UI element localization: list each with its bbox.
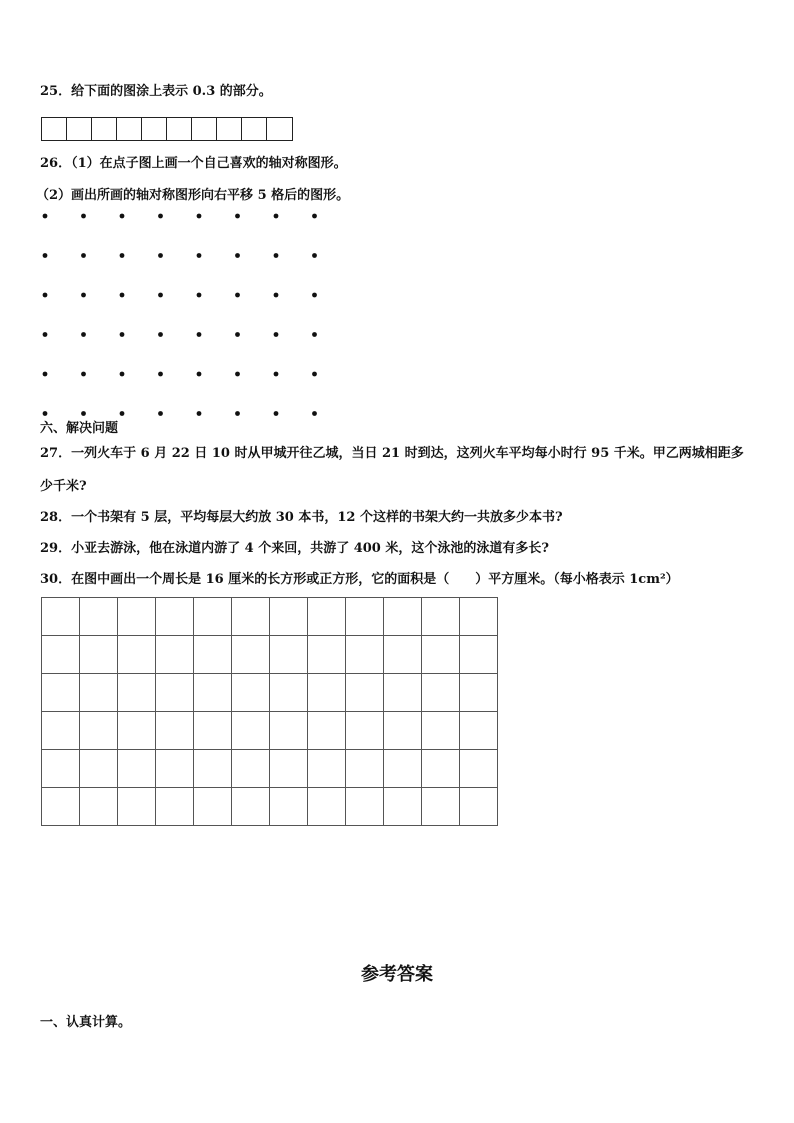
grid-square[interactable] [118, 788, 156, 826]
grid-dot[interactable] [274, 214, 279, 219]
grid-square[interactable] [384, 598, 422, 636]
grid-square[interactable] [156, 674, 194, 712]
grid-square[interactable] [118, 674, 156, 712]
grid-square[interactable] [308, 712, 346, 750]
grid-square[interactable] [422, 712, 460, 750]
grid-square[interactable] [460, 636, 498, 674]
grid-dot[interactable] [235, 293, 240, 298]
grid-dot[interactable] [81, 253, 86, 258]
grid-square[interactable] [270, 598, 308, 636]
grid-dot[interactable] [235, 372, 240, 377]
grid-square[interactable] [156, 750, 194, 788]
grid-dot[interactable] [197, 372, 202, 377]
grid-square[interactable] [232, 598, 270, 636]
question-30: 30．在图中画出一个周长是 16 厘米的长方形或正方形，它的面积是（ ）平方厘米。（每小格表示 1cm²） [40, 572, 679, 587]
grid-square[interactable] [308, 750, 346, 788]
question-26-part1: 26．（1）在点子图上画一个自己喜欢的轴对称图形。 [40, 156, 347, 171]
grid-square[interactable] [80, 788, 118, 826]
grid-square[interactable] [156, 598, 194, 636]
grid-dot[interactable] [312, 411, 317, 416]
grid-dot[interactable] [158, 253, 163, 258]
grid-dot[interactable] [274, 293, 279, 298]
question-27-line1: 27．一列火车于 6 月 22 日 10 时从甲城开往乙城，当日 21 时到达，这列火车平均每小时行 95 千米。甲乙两城相距多 [40, 446, 744, 461]
grid-dot[interactable] [235, 214, 240, 219]
grid-square[interactable] [232, 750, 270, 788]
grid-dot[interactable] [81, 372, 86, 377]
grid-dot[interactable] [120, 411, 125, 416]
dot-grid[interactable] [0, 0, 794, 430]
grid-square[interactable] [156, 788, 194, 826]
square-grid[interactable] [41, 597, 498, 826]
grid-dot[interactable] [197, 332, 202, 337]
grid-square[interactable] [156, 636, 194, 674]
grid-square[interactable] [232, 712, 270, 750]
grid-square[interactable] [194, 636, 232, 674]
grid-dot[interactable] [235, 411, 240, 416]
grid-dot[interactable] [81, 332, 86, 337]
grid-square[interactable] [270, 750, 308, 788]
grid-square[interactable] [346, 788, 384, 826]
grid-square[interactable] [422, 750, 460, 788]
section-6-heading: 六、解决问题 [40, 421, 119, 436]
grid-dot[interactable] [158, 214, 163, 219]
grid-square[interactable] [194, 712, 232, 750]
grid-dot[interactable] [43, 293, 48, 298]
grid-dot[interactable] [43, 332, 48, 337]
grid-dot[interactable] [197, 253, 202, 258]
grid-dot[interactable] [197, 214, 202, 219]
grid-square[interactable] [346, 750, 384, 788]
grid-dot[interactable] [274, 411, 279, 416]
grid-square[interactable] [118, 598, 156, 636]
grid-dot[interactable] [158, 293, 163, 298]
grid-square[interactable] [270, 674, 308, 712]
grid-square[interactable] [460, 788, 498, 826]
grid-square[interactable] [270, 636, 308, 674]
grid-dot[interactable] [120, 293, 125, 298]
grid-square[interactable] [42, 750, 80, 788]
grid-square[interactable] [194, 598, 232, 636]
grid-dot[interactable] [158, 332, 163, 337]
grid-dot[interactable] [120, 214, 125, 219]
grid-dot[interactable] [197, 293, 202, 298]
answer-title: 参考答案 [361, 964, 433, 985]
grid-dot[interactable] [81, 293, 86, 298]
grid-dot[interactable] [197, 411, 202, 416]
question-29: 29．小亚去游泳，他在泳道内游了 4 个来回，共游了 400 米，这个泳池的泳道有多长? [40, 541, 549, 556]
grid-square[interactable] [118, 712, 156, 750]
grid-square[interactable] [118, 636, 156, 674]
question-28: 28．一个书架有 5 层，平均每层大约放 30 本书，12 个这样的书架大约一共放多少本书? [40, 510, 563, 525]
grid-square[interactable] [384, 636, 422, 674]
grid-square[interactable] [270, 788, 308, 826]
grid-square[interactable] [384, 712, 422, 750]
grid-dot[interactable] [274, 253, 279, 258]
grid-dot[interactable] [274, 372, 279, 377]
grid-dot[interactable] [235, 253, 240, 258]
grid-dot[interactable] [158, 411, 163, 416]
grid-dot[interactable] [274, 332, 279, 337]
grid-square[interactable] [42, 788, 80, 826]
grid-square[interactable] [384, 674, 422, 712]
grid-square[interactable] [308, 598, 346, 636]
grid-square[interactable] [422, 636, 460, 674]
grid-square[interactable] [42, 712, 80, 750]
grid-square[interactable] [346, 674, 384, 712]
grid-dot[interactable] [81, 214, 86, 219]
grid-square[interactable] [156, 712, 194, 750]
grid-square[interactable] [232, 674, 270, 712]
grid-square[interactable] [460, 598, 498, 636]
grid-square[interactable] [270, 712, 308, 750]
grid-square[interactable] [422, 788, 460, 826]
grid-square[interactable] [308, 674, 346, 712]
grid-square[interactable] [42, 636, 80, 674]
grid-square[interactable] [194, 788, 232, 826]
grid-square[interactable] [346, 712, 384, 750]
grid-square[interactable] [384, 788, 422, 826]
grid-square[interactable] [422, 674, 460, 712]
grid-square[interactable] [308, 788, 346, 826]
grid-square[interactable] [232, 788, 270, 826]
grid-square[interactable] [194, 750, 232, 788]
grid-square[interactable] [346, 598, 384, 636]
grid-dot[interactable] [120, 372, 125, 377]
grid-dot[interactable] [43, 411, 48, 416]
grid-square[interactable] [460, 712, 498, 750]
grid-square[interactable] [460, 750, 498, 788]
grid-square[interactable] [194, 674, 232, 712]
grid-square[interactable] [346, 636, 384, 674]
grid-square[interactable] [80, 598, 118, 636]
grid-dot[interactable] [235, 332, 240, 337]
grid-dot[interactable] [81, 411, 86, 416]
question-25: 25．给下面的图涂上表示 0.3 的部分。 [40, 84, 272, 99]
grid-square[interactable] [80, 712, 118, 750]
grid-square[interactable] [80, 636, 118, 674]
grid-square[interactable] [384, 750, 422, 788]
grid-square[interactable] [80, 750, 118, 788]
grid-dot[interactable] [43, 372, 48, 377]
question-27-line2: 少千米? [40, 479, 87, 494]
grid-dot[interactable] [312, 253, 317, 258]
grid-dot[interactable] [43, 214, 48, 219]
grid-dot[interactable] [312, 372, 317, 377]
grid-square[interactable] [42, 674, 80, 712]
answer-section-1: 一、认真计算。 [40, 1015, 132, 1030]
grid-square[interactable] [42, 598, 80, 636]
grid-dot[interactable] [158, 372, 163, 377]
grid-square[interactable] [80, 674, 118, 712]
question-26-part2: （2）画出所画的轴对称图形向右平移 5 格后的图形。 [36, 188, 350, 203]
grid-dot[interactable] [120, 332, 125, 337]
grid-square[interactable] [460, 674, 498, 712]
grid-dot[interactable] [43, 253, 48, 258]
grid-dot[interactable] [312, 214, 317, 219]
grid-square[interactable] [422, 598, 460, 636]
grid-square[interactable] [308, 636, 346, 674]
grid-square[interactable] [232, 636, 270, 674]
grid-dot[interactable] [120, 253, 125, 258]
grid-dot[interactable] [312, 332, 317, 337]
grid-dot[interactable] [312, 293, 317, 298]
grid-square[interactable] [118, 750, 156, 788]
